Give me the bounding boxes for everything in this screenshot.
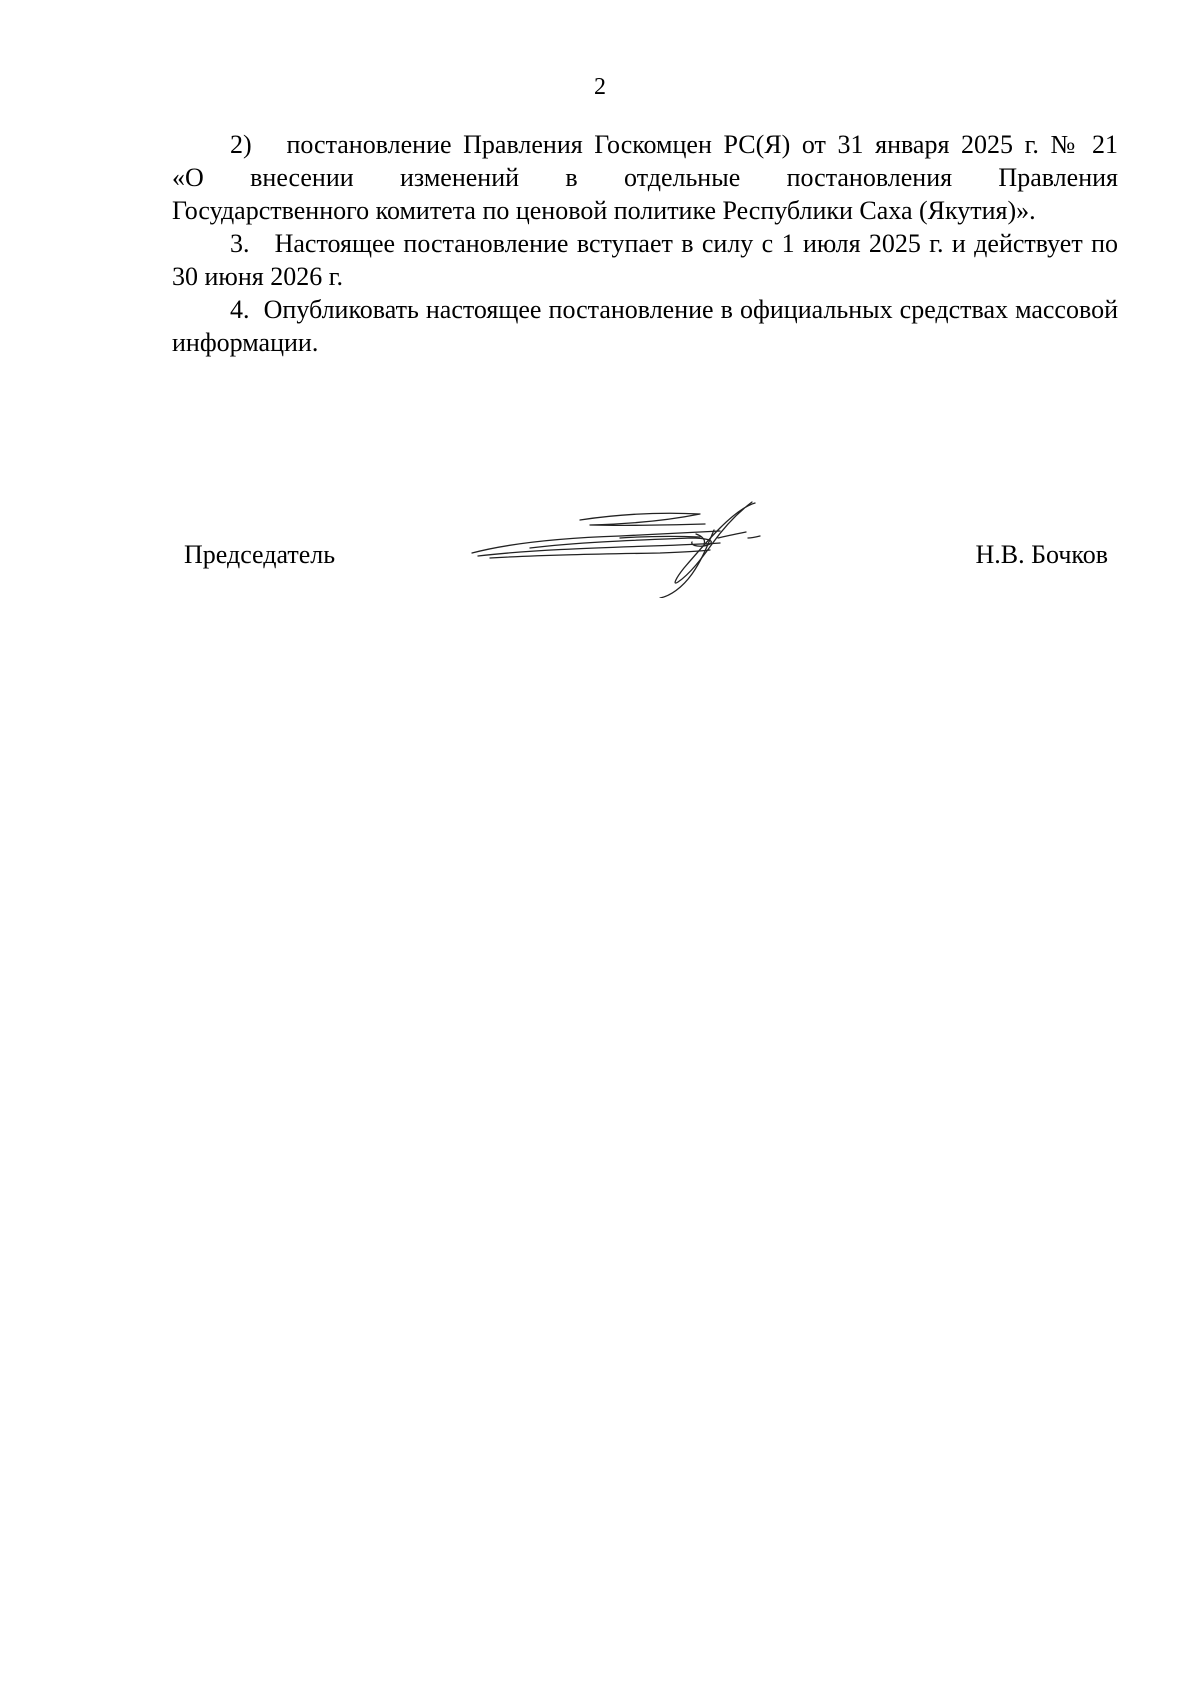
document-body	[172, 128, 1118, 359]
paragraph-2-line-1: 2) постановление Правления Госкомцен РС(Я) от 31 января 2025 г. № 21	[230, 130, 1118, 159]
paragraph-2-line-2: «О внесении изменений в отдельные постановления Правления	[172, 163, 1118, 192]
page-number: 2	[594, 74, 606, 100]
handwritten-signature-icon	[470, 498, 790, 598]
paragraph-4: 4. Опубликовать настоящее постановление в официальных средствах массовой информации.	[172, 295, 1118, 357]
paragraph-3: 3. Настоящее постановление вступает в силу с 1 июля 2025 г. и действует по 30 июня 2026 г.	[172, 229, 1118, 291]
signatory-name: Н.В. Бочков	[975, 540, 1108, 569]
paragraph-2-line-3: Государственного комитета по ценовой политике Республики Саха (Якутия)».	[172, 196, 1036, 225]
signatory-title: Председатель	[184, 540, 336, 569]
